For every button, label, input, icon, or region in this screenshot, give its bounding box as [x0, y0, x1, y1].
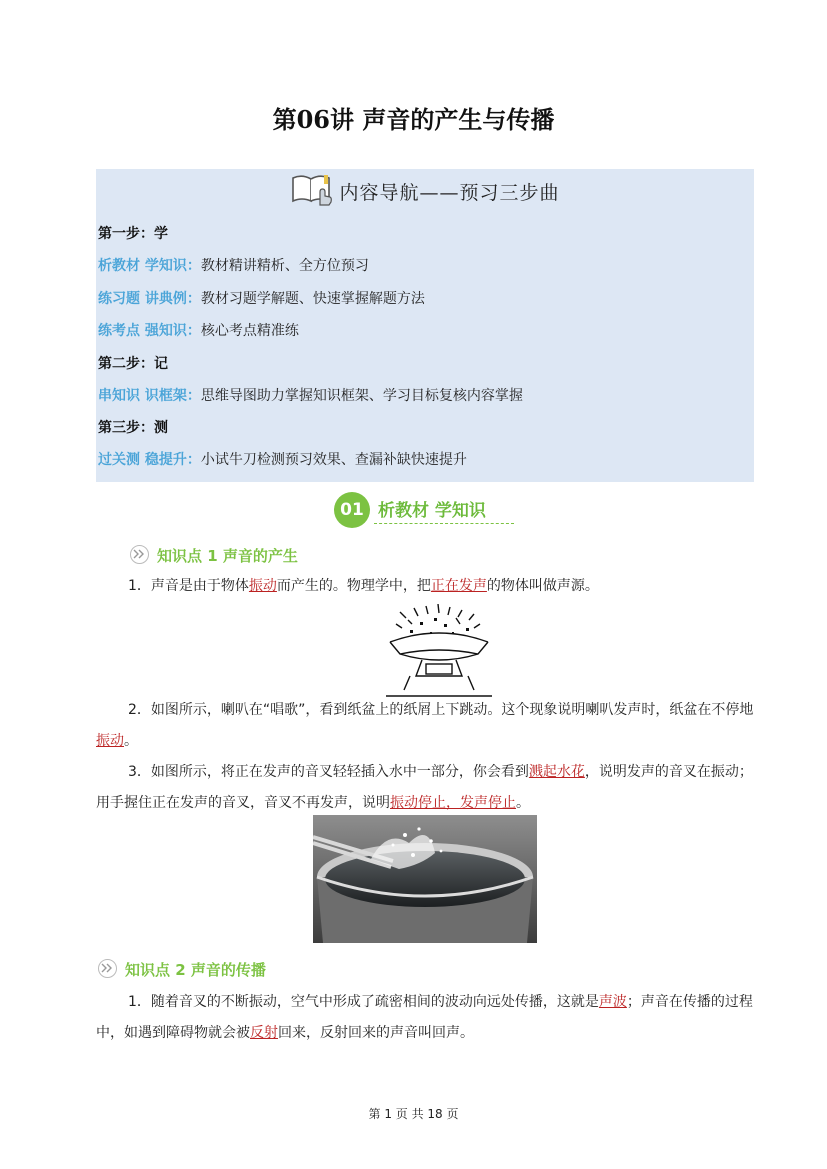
section-label: 析教材 学知识 [378, 501, 486, 521]
answer-blank: 正在发声 [430, 578, 487, 594]
paragraph-3: 3．如图所示，将正在发声的音叉轻轻插入水中一部分，你会看到溅起水花，说明发声的音叉在振动；用手握住正在发声的音叉，音叉不再发声，说明振动停止，发声停止。 [96, 764, 753, 811]
speaker-paper-scraps-figure [386, 604, 492, 702]
nav-item-drill: 练考点 强知识：核心考点精准练 [98, 323, 299, 339]
tuning-fork-water-photo [313, 815, 537, 947]
section-number: 01 [334, 492, 370, 528]
nav-item-practice: 练习题 讲典例：教材习题学解题、快速掌握解题方法 [98, 291, 425, 307]
answer-blank: 振动 [248, 578, 277, 594]
page-footer: 第 1 页 共 18 页 [368, 1107, 459, 1121]
step-2-heading: 第二步：记 [98, 356, 168, 372]
nav-item-framework: 串知识 识框架：思维导图助力掌握知识框架、学习目标复核内容掌握 [98, 388, 523, 404]
answer-blank: 振动 [96, 733, 124, 749]
section-01-badge [334, 490, 524, 530]
step-3-heading: 第三步：测 [98, 420, 168, 436]
double-chevron-icon [130, 545, 149, 564]
paragraph-2: 2．如图所示，喇叭在“唱歌”，看到纸盆上的纸屑上下跳动。这个现象说明喇叭发声时，纸盆在不停地振动。 [96, 702, 754, 749]
nav-header [96, 172, 754, 208]
answer-blank: 振动停止，发声停止 [390, 795, 516, 811]
section-underline [374, 523, 514, 524]
step-1-heading: 第一步：学 [98, 226, 168, 242]
nav-item-test: 过关测 稳提升：小试牛刀检测预习效果、查漏补缺快速提升 [98, 452, 467, 468]
knowledge-point-1-heading: 知识点 1 声音的产生 [130, 545, 298, 566]
book-hand-icon [290, 172, 334, 210]
knowledge-point-2-heading: 知识点 2 声音的传播 [98, 959, 266, 980]
nav-title: 内容导航——预习三步曲 [339, 181, 560, 204]
content-navigation-box [96, 169, 754, 482]
answer-blank: 反射 [250, 1025, 278, 1041]
answer-blank: 溅起水花 [528, 764, 585, 780]
double-chevron-icon [98, 959, 117, 978]
page-title: 第06讲 声音的产生与传播 [272, 105, 555, 134]
answer-blank: 声波 [598, 994, 627, 1010]
paragraph-4: 1．随着音叉的不断振动，空气中形成了疏密相间的波动向远处传播，这就是声波；声音在传播的过程中，如遇到障碍物就会被反射回来，反射回来的声音叫回声。 [96, 994, 753, 1041]
paragraph-1: 1．声音是由于物体振动而产生的。物理学中，把正在发声的物体叫做声源。 [128, 578, 599, 594]
nav-item-analyze: 析教材 学知识：教材精讲精析、全方位预习 [98, 258, 369, 274]
